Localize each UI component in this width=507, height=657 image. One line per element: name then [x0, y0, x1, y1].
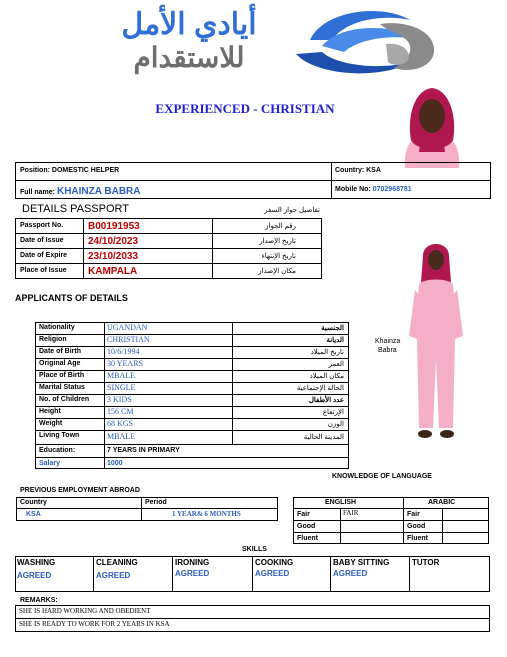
english-level-fluent: Fluent: [297, 535, 318, 542]
english-fair-value: FAIR: [343, 509, 359, 517]
employment-period-label: Period: [145, 499, 167, 506]
passport-value-3: KAMPALA: [88, 266, 138, 277]
country-field: [335, 167, 381, 174]
remarks-line2: SHE IS READY TO WORK FOR 2 YEARS IN KSA: [19, 620, 170, 628]
applicant-label-8: Weight: [39, 420, 63, 427]
applicant-value-0: UGANDAN: [107, 323, 148, 332]
country-value: KSA: [366, 167, 381, 174]
applicant-ar-1: الديانة: [326, 337, 344, 344]
applicant-ar-6: عدد الأطفال: [308, 397, 344, 404]
photo-caption-line1: Khainza: [375, 338, 401, 345]
passport-label-0: Passport No.: [20, 222, 64, 229]
fullname-label: Full name:: [20, 189, 56, 196]
skill-name-babysitting: BABY SITTING: [333, 558, 390, 567]
applicant-ar-3: العمر: [328, 361, 344, 368]
passport-ar-1: تاريخ الإصدار: [259, 238, 296, 245]
applicant-value-9: MBALE: [107, 432, 135, 441]
applicant-ar-2: تاريخ الميلاد: [310, 349, 344, 356]
mobile-value: 0702968781: [372, 186, 412, 193]
skill-value-ironing: AGREED: [175, 569, 210, 578]
passport-value-2: 23/10/2033: [88, 251, 139, 262]
applicant-ar-7: الإرتفاع: [322, 409, 344, 416]
applicant-value-6: 3 KIDS: [107, 395, 132, 404]
page-title: EXPERIENCED - CHRISTIAN: [155, 101, 335, 116]
applicant-value-5: SINGLE: [107, 383, 136, 392]
applicant-value-7: 156 CM: [107, 407, 134, 416]
fullname-value: KHAINZA BABRA: [56, 186, 141, 197]
education-label: Education:: [39, 447, 76, 454]
arabic-level-fluent: Fluent: [407, 535, 428, 542]
skill-name-cleaning: CLEANING: [96, 558, 138, 567]
applicant-label-9: Living Town: [39, 432, 80, 439]
applicant-ar-5: الحالة الإجتماعية: [296, 385, 344, 392]
position-value: DOMESTIC HELPER: [51, 167, 120, 174]
skill-value-cleaning: AGREED: [96, 571, 131, 580]
applicant-value-3: 30 YEARS: [107, 359, 143, 368]
passport-ar-2: تاريخ الإنتهاء: [261, 253, 296, 260]
applicant-ar-4: مكان الميلاد: [309, 373, 344, 380]
arabic-level-fair: Fair: [407, 511, 420, 518]
skill-value-babysitting: AGREED: [333, 569, 368, 578]
passport-label-1: Date of Issue: [20, 237, 64, 244]
applicant-ar-9: المدينة الحالية: [303, 434, 344, 441]
salary-label: Salary: [39, 460, 61, 467]
applicant-label-6: No. of Children: [39, 396, 90, 403]
applicant-ar-8: الوزن: [327, 421, 344, 428]
skill-name-tutor: TUTOR: [412, 558, 440, 567]
applicant-label-4: Place of Birth: [39, 372, 85, 379]
mobile-label: Mobile No:: [335, 186, 371, 193]
remarks-line1: SHE IS HARD WORKING AND OBEDIENT: [19, 607, 151, 615]
applicant-ar-0: الجنسية: [321, 325, 344, 332]
passport-ar-0: رقم الجواز: [265, 223, 296, 230]
passport-value-1: 24/10/2023: [88, 236, 139, 247]
english-level-good: Good: [297, 523, 316, 530]
passport-heading: DETAILS PASSPORT: [22, 203, 129, 215]
skill-name-washing: WASHING: [17, 558, 56, 567]
passport-value-0: B00191953: [88, 221, 140, 232]
fullname-field: [20, 186, 140, 197]
passport-heading-ar: تفاصيل جواز السفر: [264, 207, 320, 214]
arabic-level-good: Good: [407, 523, 426, 530]
employment-country-label: Country: [20, 499, 47, 506]
applicant-label-7: Height: [39, 408, 61, 415]
passport-label-3: Place of Issue: [20, 267, 67, 274]
employment-period-value: 1 YEAR& 6 MONTHS: [172, 510, 241, 518]
logo: [60, 4, 440, 84]
employment-country-value: KSA: [26, 511, 41, 518]
salary-value: 1000: [107, 460, 123, 467]
position-label: Position:: [20, 167, 50, 174]
skills-heading: SKILLS: [242, 546, 267, 553]
portrait-photo: [397, 80, 467, 168]
education-value: 7 YEARS IN PRIMARY: [107, 447, 180, 454]
applicant-label-5: Marital Status: [39, 384, 85, 391]
mobile-field: [335, 186, 412, 193]
applicant-label-2: Date of Birth: [39, 348, 81, 355]
skill-value-washing: AGREED: [17, 571, 52, 580]
language-col-arabic: ARABIC: [428, 499, 456, 506]
skill-name-ironing: IRONING: [175, 558, 210, 567]
applicant-value-1: CHRISTIAN: [107, 335, 150, 344]
passport-label-2: Date of Expire: [20, 252, 68, 259]
full-body-photo: [405, 238, 467, 443]
language-heading: KNOWLEDGE OF LANGUAGE: [332, 473, 432, 480]
applicant-label-1: Religion: [39, 336, 67, 343]
employment-heading: PREVIOUS EMPLOYMENT ABROAD: [20, 487, 140, 494]
applicant-value-8: 68 KGS: [107, 419, 134, 428]
passport-ar-3: مكان الإصدار: [258, 268, 296, 275]
skill-name-cooking: COOKING: [255, 558, 294, 567]
skill-value-cooking: AGREED: [255, 569, 290, 578]
applicant-heading: APPLICANTS OF DETAILS: [15, 293, 128, 303]
applicant-label-0: Nationality: [39, 324, 75, 331]
language-col-english: ENGLISH: [325, 499, 357, 506]
photo-caption-line2: Babra: [378, 347, 397, 354]
remarks-heading: REMARKS:: [20, 597, 58, 604]
logo-arabic-line2: للاستقدام: [133, 42, 245, 73]
applicant-value-2: 10/6/1994: [107, 347, 140, 356]
applicant-value-4: MBALE: [107, 371, 135, 380]
logo-arabic-line1: أيادي الأمل: [121, 8, 257, 41]
applicant-label-3: Original Age: [39, 360, 81, 367]
position-field: [20, 167, 119, 174]
country-label: Country:: [335, 167, 365, 174]
english-level-fair: Fair: [297, 511, 310, 518]
